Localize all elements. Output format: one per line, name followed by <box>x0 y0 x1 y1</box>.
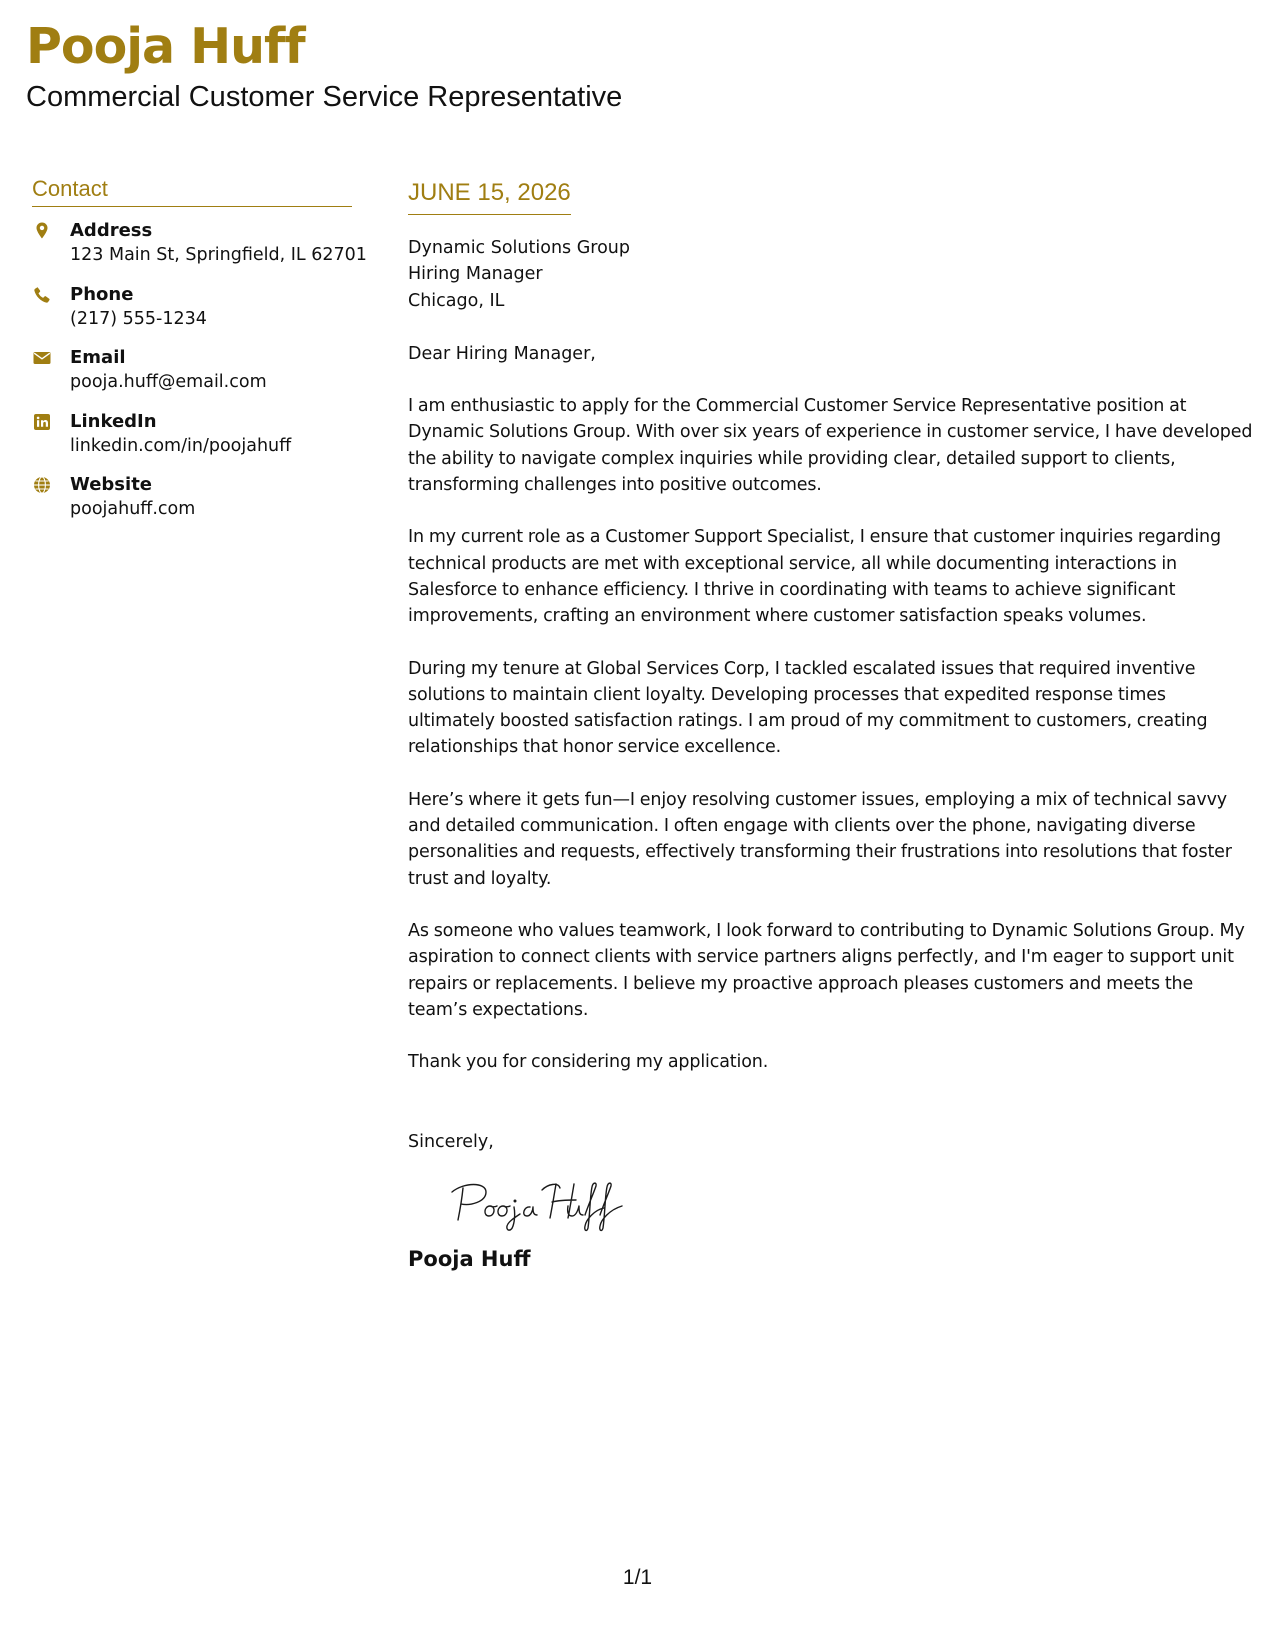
recipient-location: Chicago, IL <box>408 290 505 311</box>
envelope-icon <box>32 348 52 368</box>
contact-label: Website <box>70 474 153 496</box>
globe-icon <box>32 475 52 495</box>
contact-item-linkedin <box>32 410 352 474</box>
contact-item-email <box>32 346 352 410</box>
linkedin-icon <box>32 412 52 432</box>
page-number: 1/1 <box>622 1566 653 1589</box>
letter-date: JUNE 15, 2026 <box>408 178 571 215</box>
letter-paragraph: As someone who values teamwork, I look forward to contributing to Dynamic Solutions Group. My aspiration to connect clients with service partners aligns perfectly, and I'm eager to support unit repairs or replacements. I believe my proactive approach pleases customers and meets the team’s expectations. <box>408 920 1245 1020</box>
salutation: Dear Hiring Manager, <box>408 343 596 364</box>
phone-icon <box>32 285 52 305</box>
signed-name: Pooja Huff <box>408 1246 531 1271</box>
letter-paragraph: During my tenure at Global Services Corp, I tackled escalated issues that required inventive solutions to maintain client loyalty. Developing processes that expedited response times ultimately boosted satisfaction ratings. I am proud of my commitment to customers, creating relationships that honor service excellence. <box>408 658 1208 758</box>
applicant-name: Pooja Huff <box>26 18 305 75</box>
contact-list <box>32 219 367 537</box>
letter-paragraph: Thank you for considering my application. <box>408 1052 769 1073</box>
contact-item-phone <box>32 283 352 347</box>
contact-sidebar <box>32 176 367 537</box>
contact-label: Phone <box>70 283 134 305</box>
contact-label: LinkedIn <box>70 410 157 432</box>
map-pin-icon <box>32 221 52 241</box>
contact-item-address <box>32 219 367 283</box>
signature-image <box>444 1176 634 1234</box>
contact-value: linkedin.com/in/poojahuff <box>70 435 292 456</box>
contact-item-website <box>32 473 352 537</box>
cover-letter <box>408 178 1253 1273</box>
letter-paragraph: Here’s where it gets fun—I enjoy resolving customer issues, employing a mix of technical savvy and detailed communication. I often engage with clients over the phone, navigating diverse personalities and requests, effectively transforming their frustrations into resolutions that foster trust and loyalty. <box>408 789 1232 889</box>
closing: Sincerely, <box>408 1132 494 1153</box>
letter-paragraph: In my current role as a Customer Support Specialist, I ensure that customer inquiries regarding technical products are met with exceptional service, all while documenting interactions in Salesforce to enhance efficiency. I thrive in coordinating with teams to achieve significant improvements, crafting an environment where customer satisfaction speaks volumes. <box>408 527 1221 627</box>
contact-value: pooja.huff@email.com <box>70 372 267 393</box>
applicant-job-title: Commercial Customer Service Representative <box>26 81 623 113</box>
recipient-block <box>408 235 1253 314</box>
letter-paragraph: I am enthusiastic to apply for the Commercial Customer Service Representative position at Dynamic Solutions Group. With over six years of experience in customer service, I have developed the ability to navigate complex inquiries while providing clear, detailed support to clients, transforming challenges into positive outcomes. <box>408 396 1253 496</box>
contact-label: Address <box>70 220 153 242</box>
contact-label: Email <box>70 347 126 369</box>
contact-value: 123 Main St, Springfield, IL 62701 <box>70 245 367 266</box>
contact-value: poojahuff.com <box>70 499 196 520</box>
recipient-company: Dynamic Solutions Group <box>408 238 630 258</box>
contact-heading: Contact <box>32 176 352 207</box>
recipient-role: Hiring Manager <box>408 264 543 285</box>
contact-value: (217) 555-1234 <box>70 308 207 329</box>
